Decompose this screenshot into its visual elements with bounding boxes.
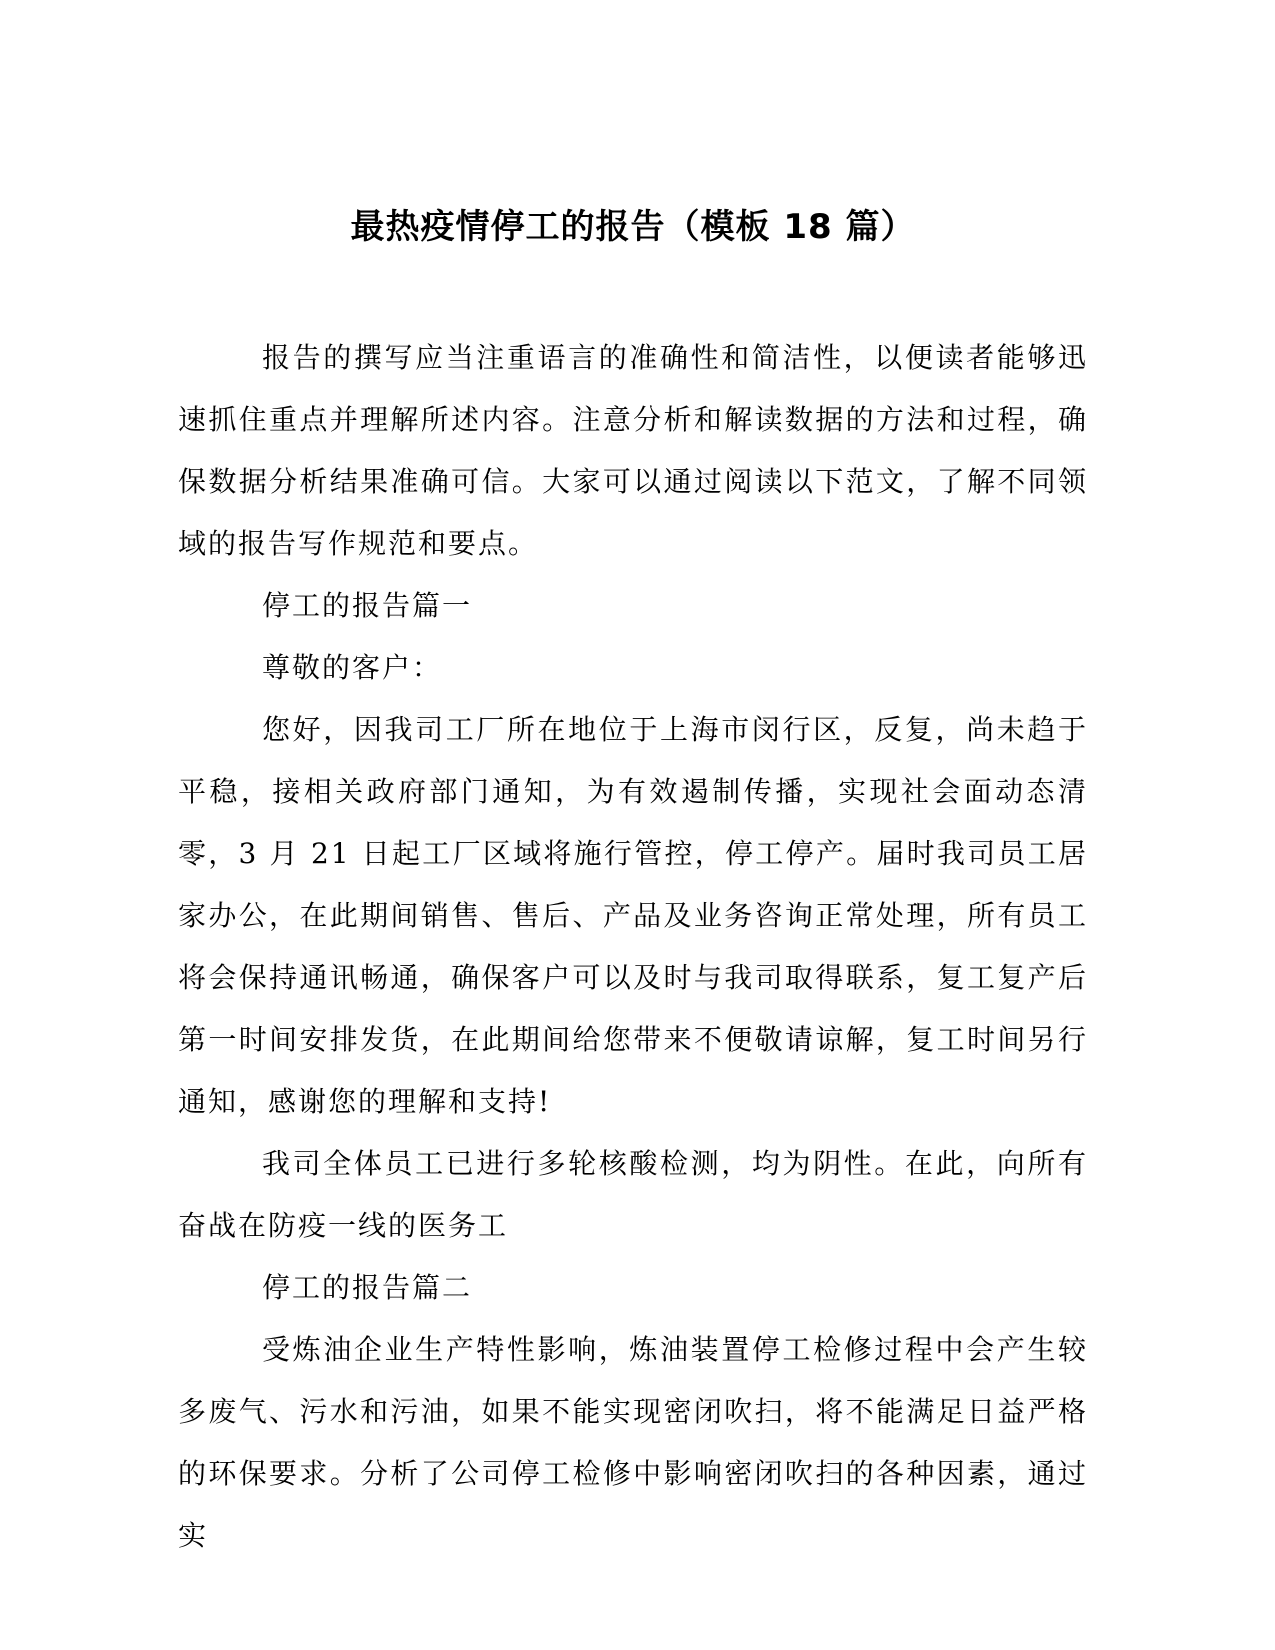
paragraph-refinery-report: 受炼油企业生产特性影响，炼油装置停工检修过程中会产生较多废气、污水和污油，如果不能实现密闭吹扫，将不能满足日益严格的环保要求。分析了公司停工检修中影响密闭吹扫的各种因素，通过实: [178, 1333, 1088, 1552]
document-title: 最热疫情停工的报告（模板 18 篇）: [350, 207, 916, 247]
paragraph-section-heading-1: 停工的报告篇一: [262, 589, 473, 622]
paragraph-intro: 报告的撰写应当注重语言的准确性和简洁性，以便读者能够迅速抓住重点并理解所述内容。注意分析和解读数据的方法和过程，确保数据分析结果准确可信。大家可以通过阅读以下范文，了解不同领域的报告写作规范和要点。: [178, 341, 1088, 560]
paragraph-notice-closing: 我司全体员工已进行多轮核酸检测，均为阴性。在此，向所有奋战在防疫一线的医务工: [178, 1147, 1088, 1242]
paragraph-notice-body: 您好，因我司工厂所在地位于上海市闵行区，反复，尚未趋于平稳，接相关政府部门通知，为有效遏制传播，实现社会面动态清零，3 月 21 日起工厂区域将施行管控，停工停产。届时我司员工居家办公，在此期间销售、售后、产品及业务咨询正常处理，所有员工将会保持通讯畅通，确保客户可以及时与我司取得联系，复工复产后第一时间安排发货，在此期间给您带来不便敬请谅解，复工时间另行通知，感谢您的理解和支持!: [178, 713, 1088, 1118]
paragraph-section-heading-2: 停工的报告篇二: [262, 1271, 473, 1304]
paragraph-salutation: 尊敬的客户：: [262, 651, 443, 684]
